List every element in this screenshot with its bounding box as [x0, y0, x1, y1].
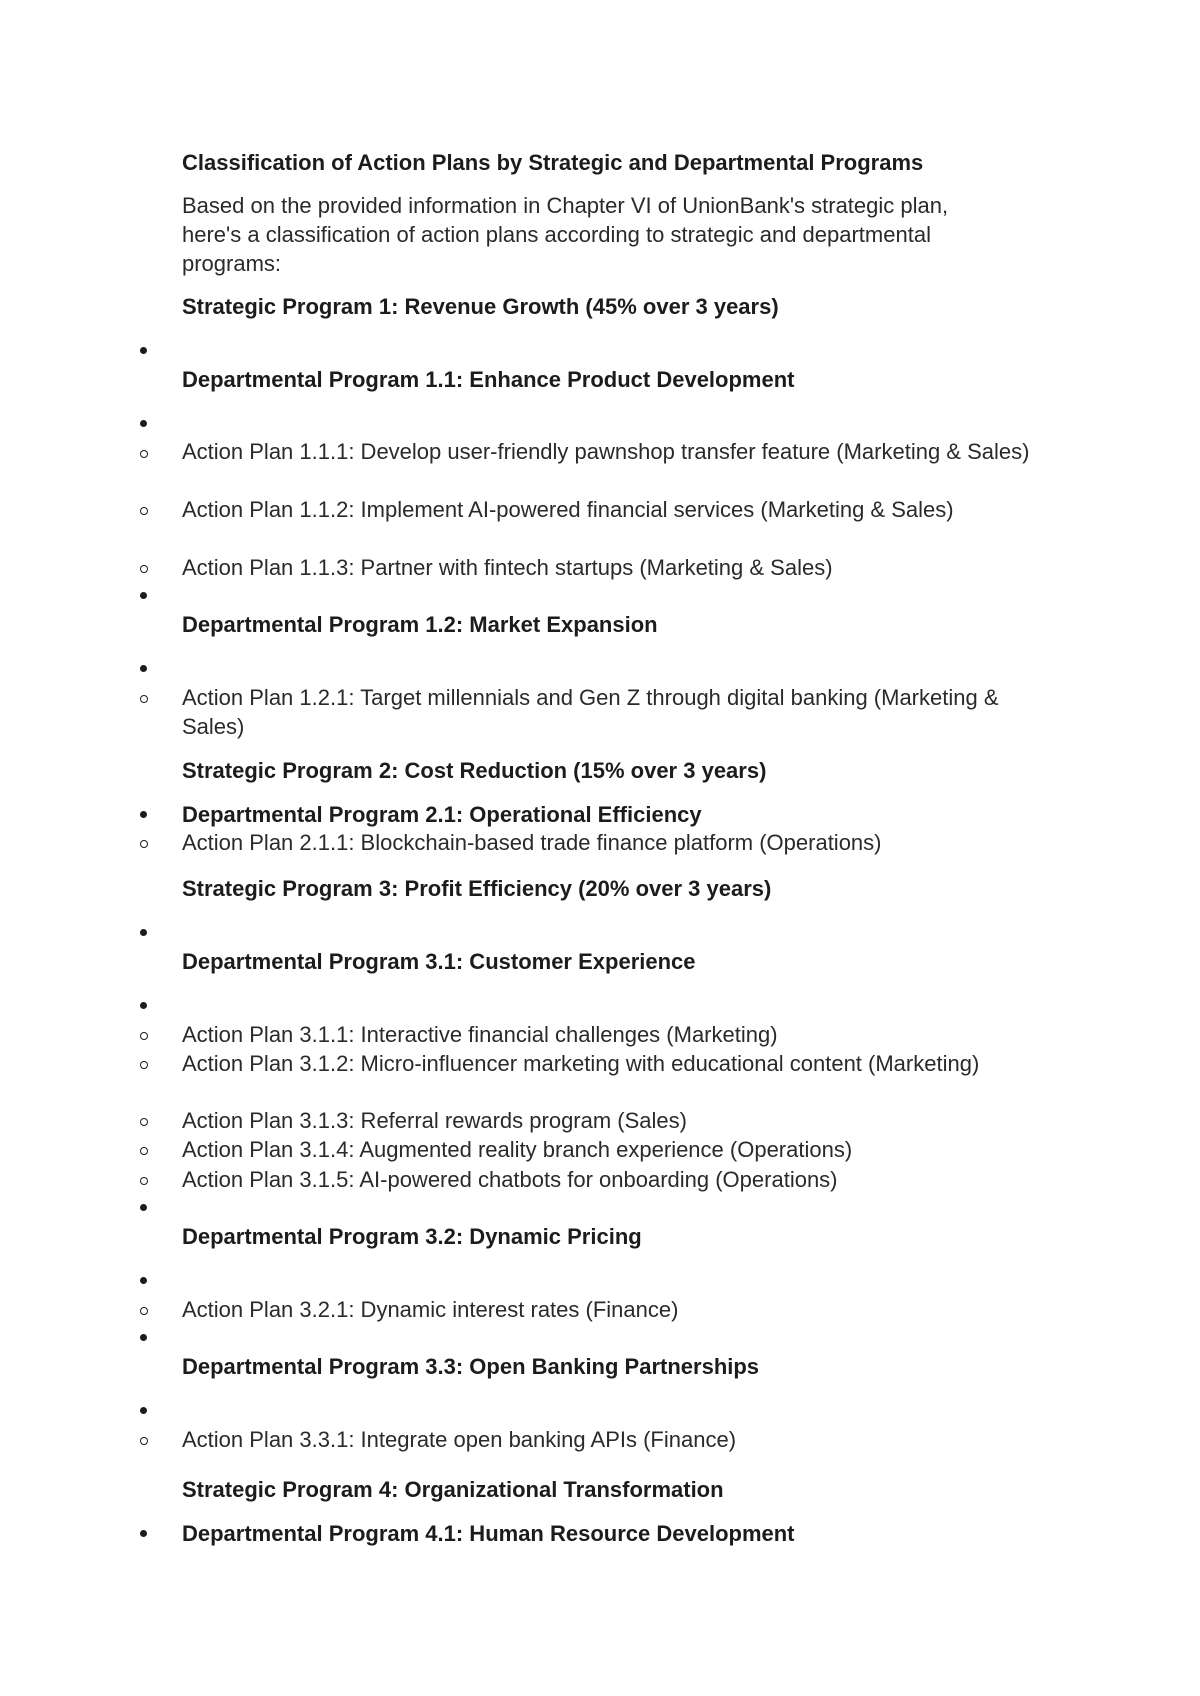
departmental-program-heading: Departmental Program 3.3: Open Banking Partnerships [182, 1354, 760, 1379]
action-plan-item: Action Plan 3.1.5: AI-powered chatbots for onboarding (Operations) [182, 1167, 838, 1192]
departmental-program-heading: Departmental Program 4.1: Human Resource Development [182, 1521, 795, 1546]
intro-paragraph: Based on the provided information in Chapter VI of UnionBank's strategic plan, here's a classification of action plans according to strategic and departmental programs: [182, 193, 949, 276]
action-plan-item: Action Plan 1.1.1: Develop user-friendly pawnshop transfer feature (Marketing & Sales) [182, 439, 1030, 464]
action-plan-item: Action Plan 3.2.1: Dynamic interest rates (Finance) [182, 1297, 679, 1322]
strategic-program-heading: Strategic Program 4: Organizational Transformation [182, 1477, 724, 1502]
action-plan-item: Action Plan 3.1.4: Augmented reality branch experience (Operations) [182, 1137, 853, 1162]
bullet-circle-icon [140, 1307, 150, 1317]
action-plan-item: Action Plan 1.2.1: Target millennials and Gen Z through digital banking (Marketing & Sales) [182, 685, 999, 739]
action-plan-item: Action Plan 1.1.2: Implement AI-powered financial services (Marketing & Sales) [182, 497, 954, 522]
bullet-disc-icon [140, 1334, 150, 1344]
bullet-circle-icon [140, 1118, 150, 1128]
bullet-circle-icon [140, 1177, 150, 1187]
strategic-program-heading: Strategic Program 3: Profit Efficiency (20% over 3 years) [182, 876, 772, 901]
action-plan-item: Action Plan 3.1.2: Micro-influencer marketing with educational content (Marketing) [182, 1051, 980, 1076]
page-title: Classification of Action Plans by Strategic and Departmental Programs [182, 150, 924, 175]
action-plan-item: Action Plan 3.3.1: Integrate open banking APIs (Finance) [182, 1427, 737, 1452]
strategic-program-heading: Strategic Program 1: Revenue Growth (45% over 3 years) [182, 294, 779, 319]
bullet-circle-icon [140, 507, 150, 517]
strategic-program-heading: Strategic Program 2: Cost Reduction (15% over 3 years) [182, 758, 767, 783]
bullet-disc-icon [140, 1277, 150, 1287]
bullet-circle-icon [140, 695, 150, 705]
departmental-program-heading: Departmental Program 2.1: Operational Efficiency [182, 802, 702, 827]
bullet-disc-icon [140, 811, 150, 821]
bullet-circle-icon [140, 840, 150, 850]
bullet-disc-icon [140, 1407, 150, 1417]
departmental-program-heading: Departmental Program 3.2: Dynamic Pricing [182, 1224, 642, 1249]
bullet-disc-icon [140, 1530, 150, 1540]
action-plan-item: Action Plan 3.1.1: Interactive financial challenges (Marketing) [182, 1022, 778, 1047]
bullet-circle-icon [140, 565, 150, 575]
bullet-disc-icon [140, 1002, 150, 1012]
bullet-disc-icon [140, 665, 150, 675]
departmental-program-heading: Departmental Program 1.1: Enhance Product Development [182, 367, 795, 392]
action-plan-item: Action Plan 3.1.3: Referral rewards program (Sales) [182, 1108, 687, 1133]
departmental-program-heading: Departmental Program 3.1: Customer Experience [182, 949, 696, 974]
action-plan-item: Action Plan 2.1.1: Blockchain-based trade finance platform (Operations) [182, 830, 882, 855]
departmental-program-heading: Departmental Program 1.2: Market Expansion [182, 612, 658, 637]
action-plan-item: Action Plan 1.1.3: Partner with fintech startups (Marketing & Sales) [182, 555, 833, 580]
bullet-disc-icon [140, 347, 150, 357]
bullet-disc-icon [140, 929, 150, 939]
bullet-disc-icon [140, 420, 150, 430]
bullet-circle-icon [140, 1061, 150, 1071]
bullet-circle-icon [140, 450, 150, 460]
bullet-disc-icon [140, 592, 150, 602]
bullet-circle-icon [140, 1147, 150, 1157]
bullet-circle-icon [140, 1032, 150, 1042]
bullet-disc-icon [140, 1204, 150, 1214]
bullet-circle-icon [140, 1437, 150, 1447]
